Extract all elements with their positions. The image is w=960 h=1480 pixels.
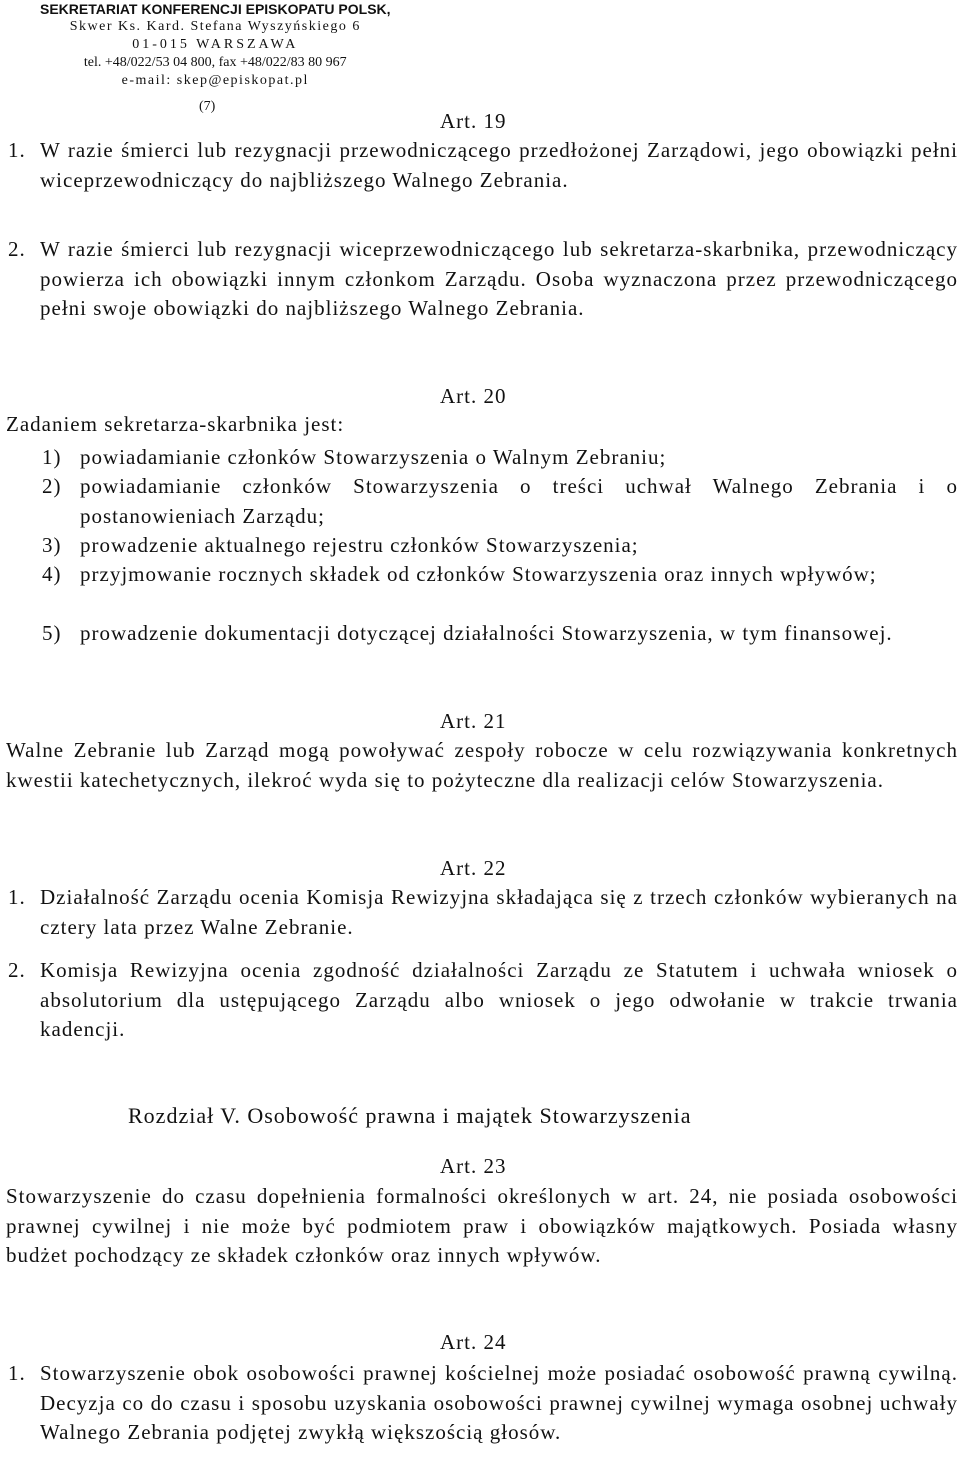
art-20-item-1-text: powiadamianie członków Stowarzyszenia o Walnym Zebraniu;: [80, 445, 667, 469]
art-19-title: Art. 19: [440, 109, 507, 133]
art-22-title: Art. 22: [440, 856, 507, 880]
art-19-para-1-num: 1.: [8, 138, 26, 162]
art-22-para-1-text: Działalność Zarządu ocenia Komisja Rewizyjna składająca się z trzech członków wybieranych na cztery lata przez Walne Zebranie.: [40, 885, 958, 939]
art-24-para-1-num: 1.: [8, 1361, 26, 1385]
art-20-item-3-num: 3): [42, 533, 62, 557]
letterhead-postal: 01-015 WARSZAWA: [132, 37, 299, 52]
art-21-title: Art. 21: [440, 709, 507, 733]
art-20-item-5-num: 5): [42, 621, 62, 645]
art-19-para-1-text: W razie śmierci lub rezygnacji przewodniczącego przedłożonej Zarządowi, jego obowiązki pełni wiceprzewodniczący do najbliższego Walnego Zebrania.: [40, 138, 958, 192]
art-20-item-4-num: 4): [42, 562, 62, 586]
art-20-item-1-num: 1): [42, 445, 62, 469]
art-20-item-2-text: powiadamianie członków Stowarzyszenia o treści uchwał Walnego Zebrania i o postanowieniach Zarządu;: [80, 474, 958, 528]
art-19-para-2-num: 2.: [8, 237, 26, 261]
art-20-item-3-text: prowadzenie aktualnego rejestru członków Stowarzyszenia;: [80, 533, 639, 557]
art-19-para-2-text: W razie śmierci lub rezygnacji wiceprzewodniczącego lub sekretarza-skarbnika, przewodniczący powierza ich obowiązki innym członkom Zarządu. Osoba wyznaczona przez przewodniczącego pełni swoje obowiązki do najbliższego Walnego Zebrania.: [40, 237, 958, 320]
art-21-text: Walne Zebranie lub Zarząd mogą powoływać zespoły robocze w celu rozwiązywania konkretnych kwestii katechetycznych, ilekroć wyda się to pożyteczne dla realizacji celów Stowarzyszenia.: [6, 738, 958, 792]
art-20-intro: Zadaniem sekretarza-skarbnika jest:: [6, 412, 345, 436]
letterhead-email: e-mail: skep@episkopat.pl: [121, 73, 309, 88]
art-20-title: Art. 20: [440, 384, 507, 408]
letterhead-org: SEKRETARIAT KONFERENCJI EPISKOPATU POLSK,: [40, 1, 391, 17]
art-22-para-2-text: Komisja Rewizyjna ocenia zgodność działalności Zarządu ze Statutem i uchwała wniosek o absolutorium dla ustępującego Zarządu albo wniosek o jego odwołanie w trakcie trwania kadencji.: [40, 958, 958, 1041]
letterhead-phone: tel. +48/022/53 04 800, fax +48/022/83 80 967: [83, 55, 347, 70]
chapter-heading: Rozdział V. Osobowość prawna i majątek Stowarzyszenia: [128, 1103, 692, 1128]
art-20-item-4-text: przyjmowanie rocznych składek od członków Stowarzyszenia oraz innych wpływów;: [80, 562, 877, 586]
art-20-item-5-text: prowadzenie dokumentacji dotyczącej działalności Stowarzyszenia, w tym finansowej.: [80, 621, 893, 645]
art-22-para-2-num: 2.: [8, 958, 26, 982]
art-24-para-1-text: Stowarzyszenie obok osobowości prawnej kościelnej może posiadać osobowość prawną cywilną. Decyzja co do czasu i sposobu uzyskania osobowości prawnej cywilnej wymaga osobnej uchwały Walnego Zebrania podjętej zwykłą większością głosów.: [40, 1361, 958, 1444]
page-number: (7): [199, 99, 216, 114]
letterhead: [40, 0, 391, 90]
art-20-item-2-num: 2): [42, 474, 62, 498]
art-22-para-1-num: 1.: [8, 885, 26, 909]
art-23-text: Stowarzyszenie do czasu dopełnienia formalności określonych w art. 24, nie posiada osobowości prawnej cywilnej i nie może być podmiotem praw i obowiązków majątkowych. Posiada własny budżet pochodzący ze składek członków oraz innych wpływów.: [6, 1184, 958, 1267]
art-23-title: Art. 23: [440, 1154, 507, 1178]
art-24-title: Art. 24: [440, 1330, 507, 1354]
letterhead-street: Skwer Ks. Kard. Stefana Wyszyńskiego 6: [69, 19, 361, 34]
